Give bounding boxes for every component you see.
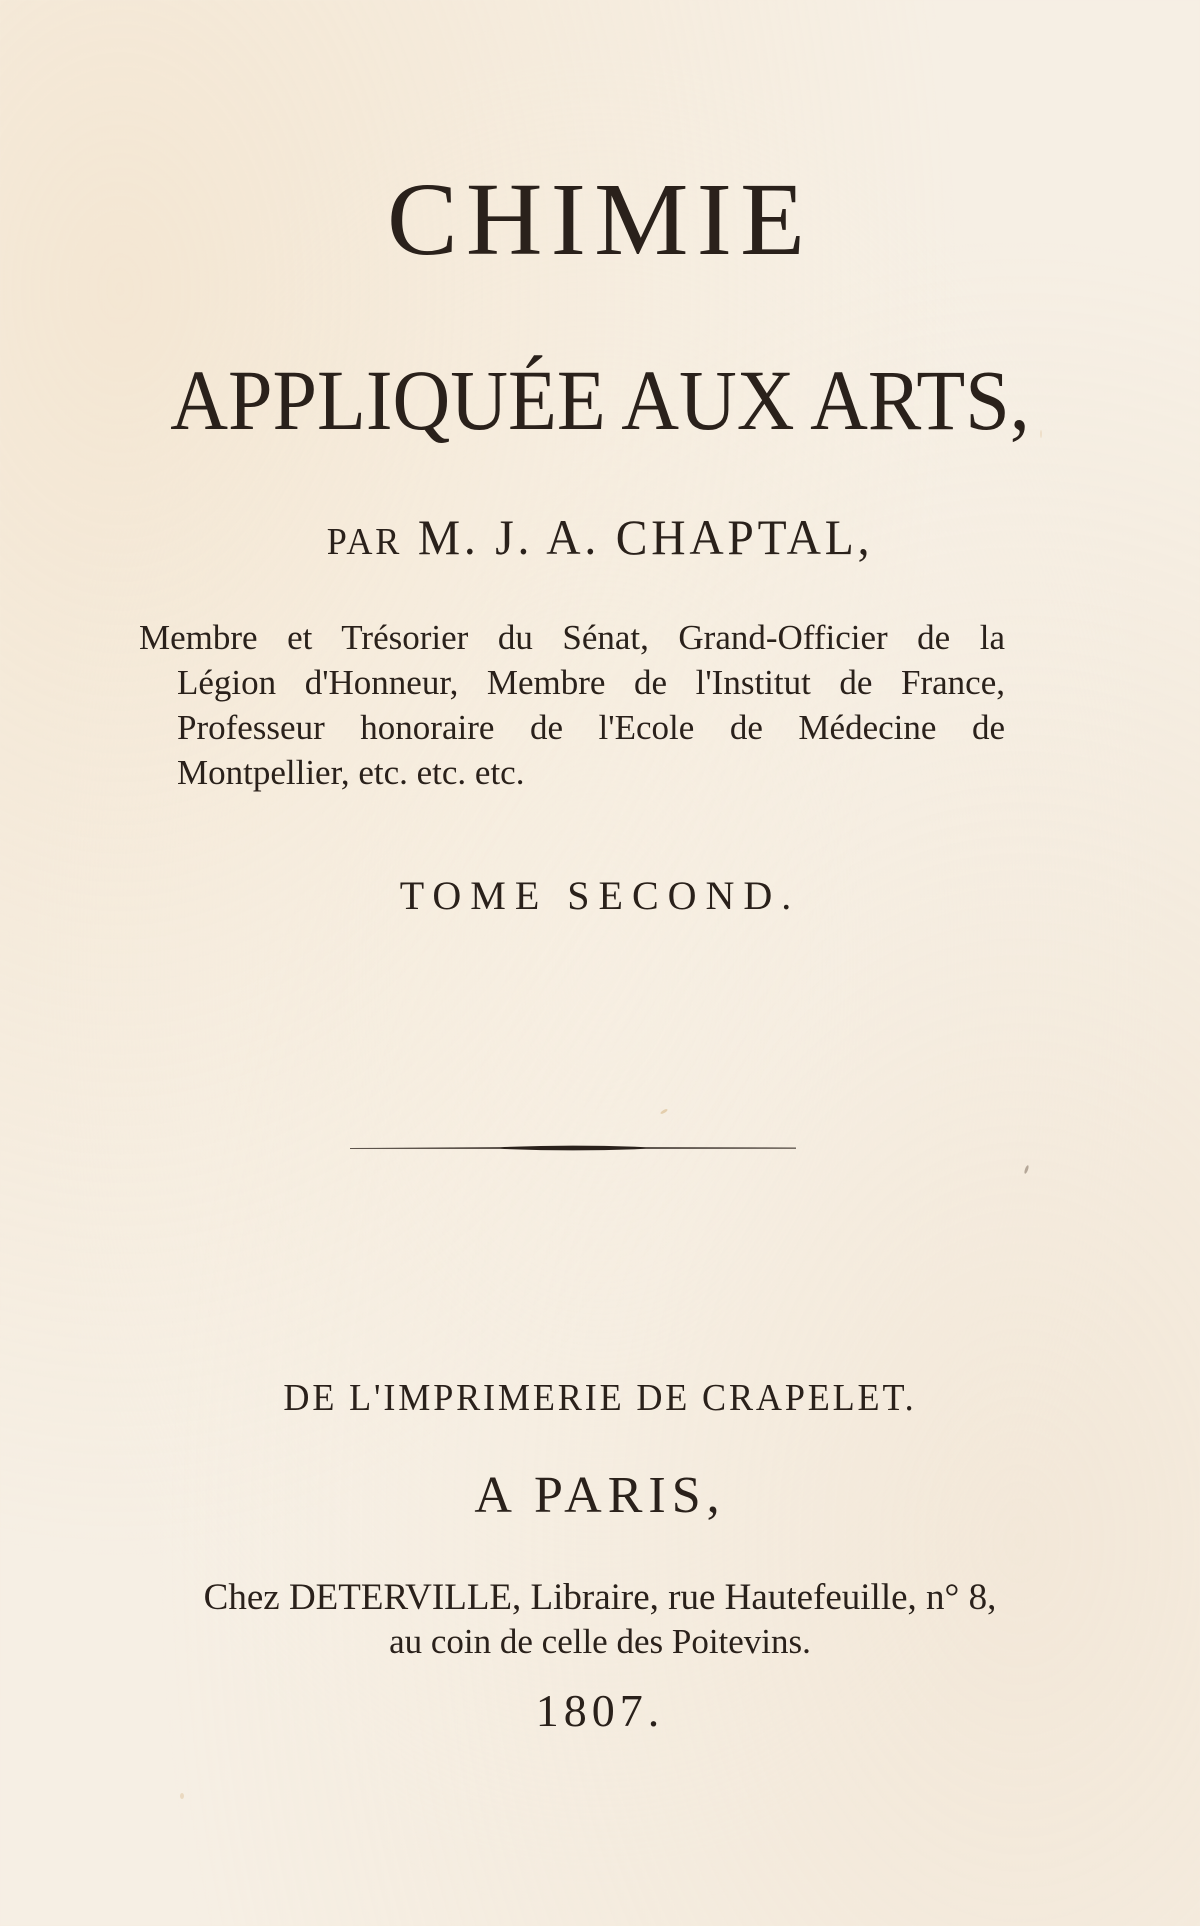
ornamental-rule [350, 1144, 796, 1152]
city-line: A PARIS, [474, 1467, 726, 1524]
publisher-address-line: au coin de celle des Poitevins. [389, 1622, 811, 1661]
author-name: M. J. A. CHAPTAL, [417, 509, 874, 565]
credentials-line: Montpellier, etc. etc. etc. [177, 753, 525, 792]
credentials-line: Membre et Trésorier du Sénat, Grand-Officier de la [139, 618, 1005, 657]
printer-line: DE L'IMPRIMERIE DE CRAPELET. [283, 1377, 917, 1419]
book-subtitle: APPLIQUÉE AUX ARTS, [170, 352, 1030, 448]
book-title: CHIMIE [386, 162, 814, 277]
publication-year: 1807. [535, 1685, 665, 1736]
publisher-line: Chez DETERVILLE, Libraire, rue Hautefeuille, n° 8, [203, 1577, 997, 1618]
author-credentials [139, 615, 1005, 795]
paper-speck [1024, 1165, 1030, 1174]
credentials-line: Professeur honoraire de l'Ecole de Médecine de [177, 708, 1005, 747]
credentials-line: Légion d'Honneur, Membre de l'Institut de France, [177, 663, 1005, 702]
paper-speck [1040, 430, 1042, 438]
paper-speck [180, 1793, 184, 1799]
author-prefix: PAR [326, 521, 403, 563]
author-line [30, 508, 1170, 566]
paper-speck [660, 1108, 668, 1115]
volume-label: TOME SECOND. [399, 873, 801, 918]
